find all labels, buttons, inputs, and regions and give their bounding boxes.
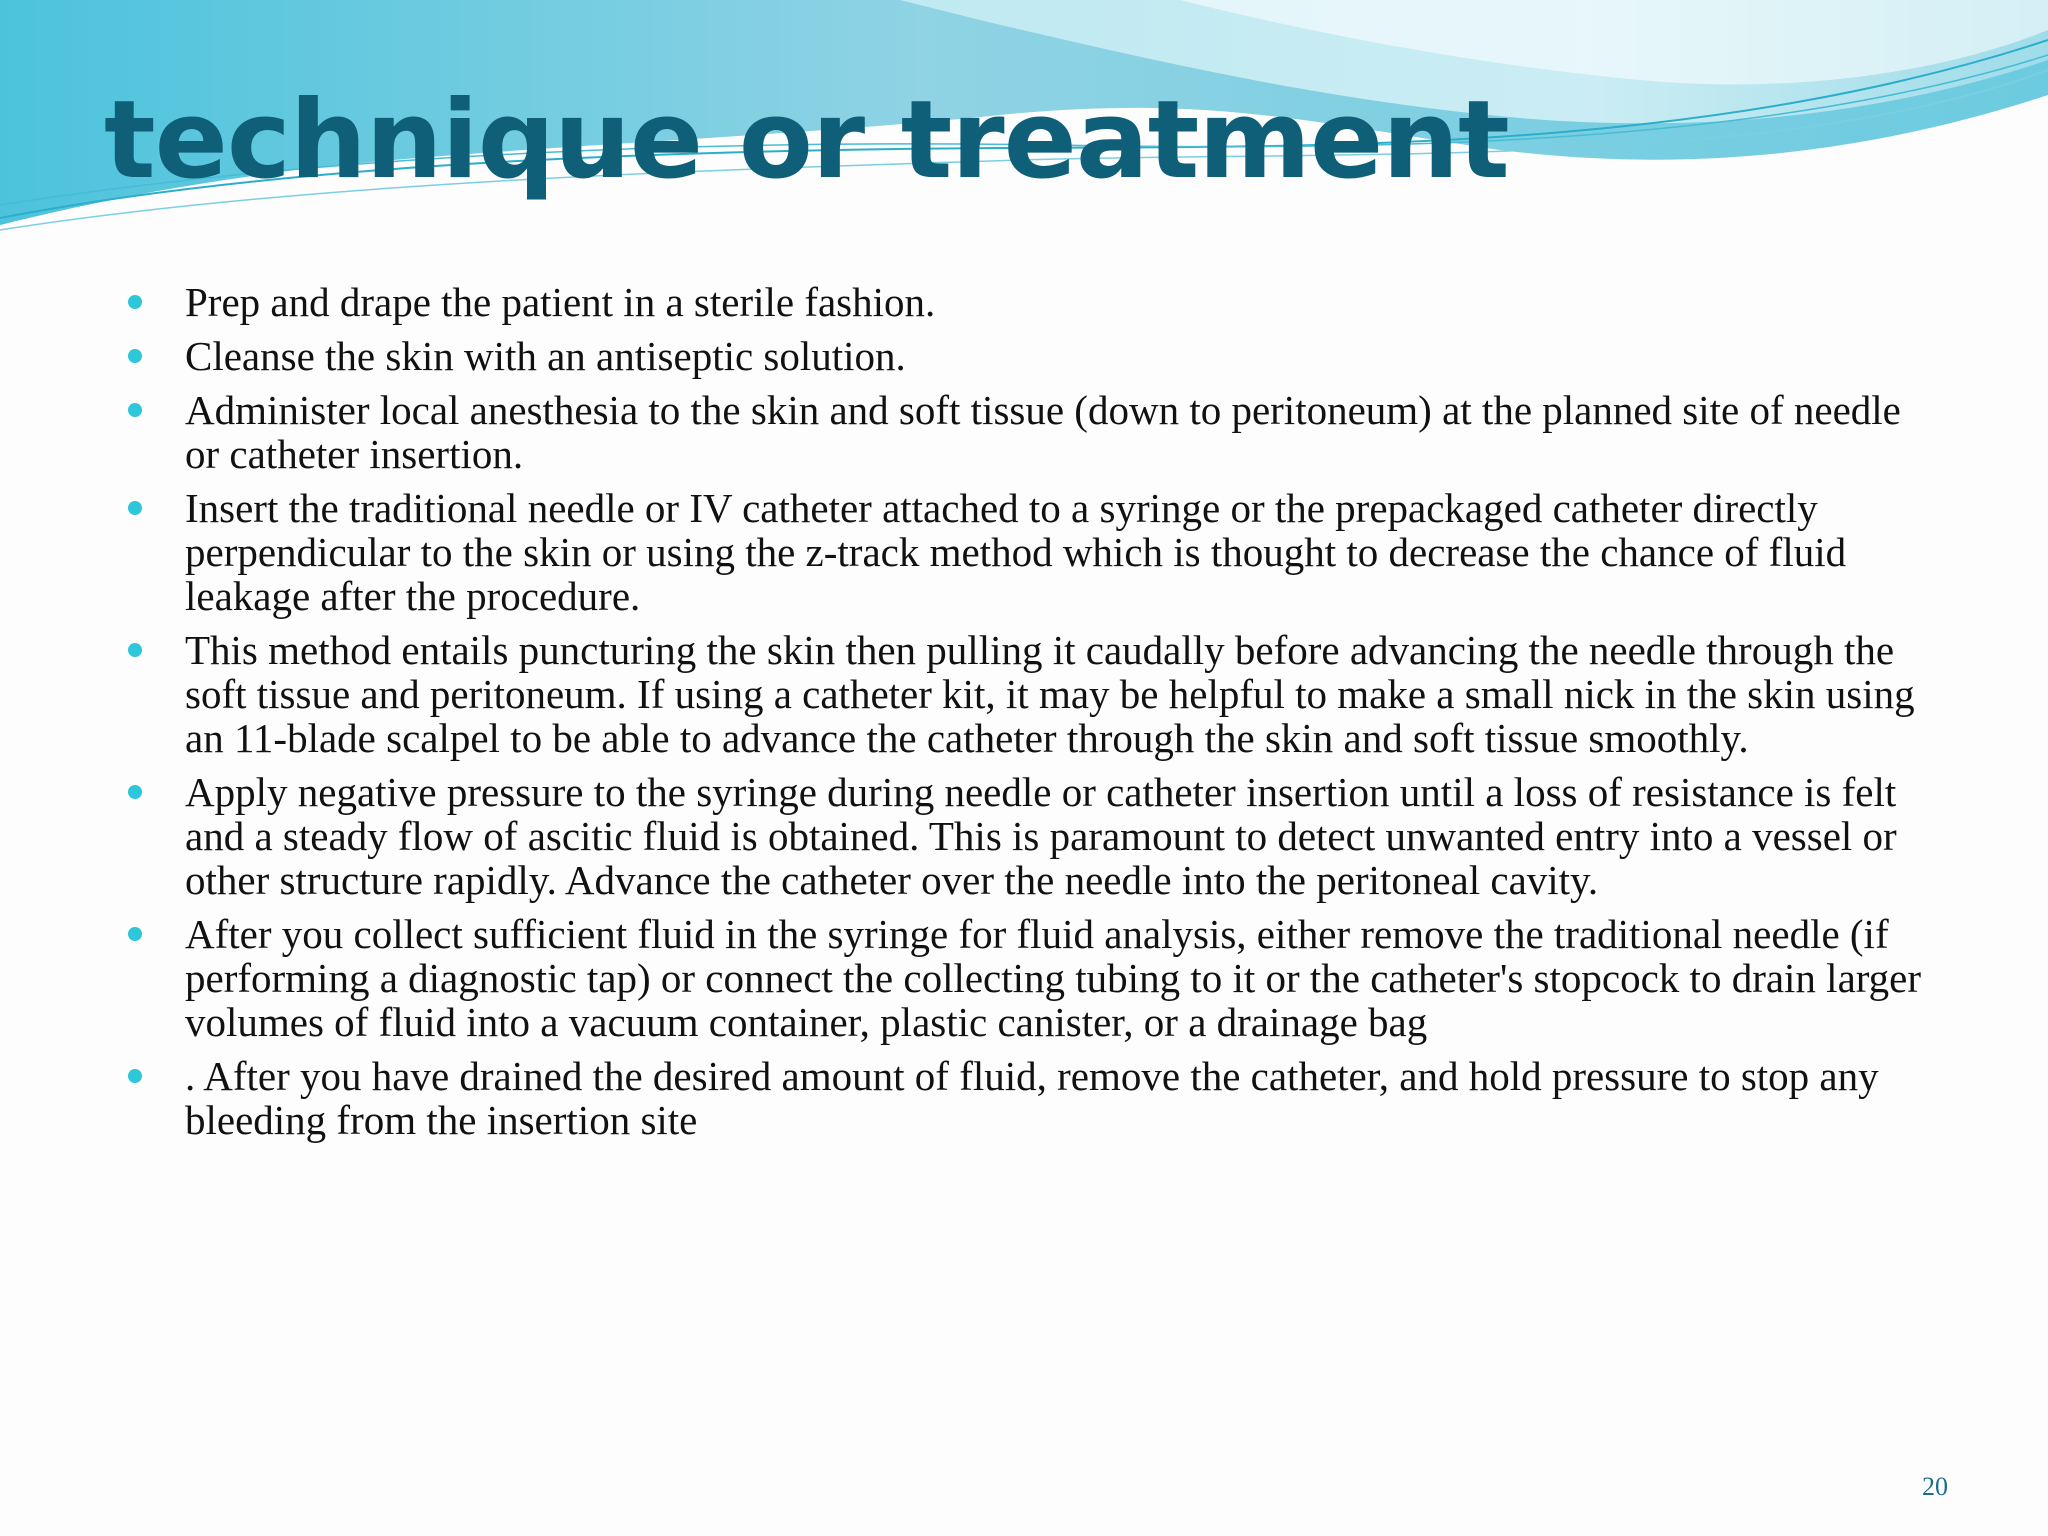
bullet-text-4: Insert the traditional needle or IV catheter attached to a syringe or the prepackaged catheter directly perpendicular to the skin or using the z-track method which is thought to decrease the chance of fluid leakage after the procedure. (185, 485, 1847, 619)
page-number: 20 (1922, 1472, 1948, 1501)
bullet-icon (128, 501, 142, 515)
bullet-item-1 (128, 280, 1928, 324)
bullet-item-3 (128, 388, 1928, 476)
bullet-item-5 (128, 628, 1928, 760)
bullet-text-7: After you collect sufficient fluid in the syringe for fluid analysis, either remove the traditional needle (if performing a diagnostic tap) or connect the collecting tubing to it or the catheter's stopcock to drain larger volumes of fluid into a vacuum container, plastic canister, or a drainage bag (185, 911, 1922, 1045)
bullet-icon (128, 349, 142, 363)
bullet-list (128, 280, 1928, 1152)
bullet-icon (128, 785, 142, 799)
bullet-icon (128, 403, 142, 417)
bullet-item-2 (128, 334, 1928, 378)
bullet-icon (128, 643, 142, 657)
bullet-text-3: Administer local anesthesia to the skin and soft tissue (down to peritoneum) at the planned site of needle or catheter insertion. (185, 387, 1901, 477)
bullet-icon (128, 927, 142, 941)
bullet-icon (128, 1069, 142, 1083)
bullet-text-1: Prep and drape the patient in a sterile fashion. (185, 279, 936, 325)
bullet-text-5: This method entails puncturing the skin then pulling it caudally before advancing the needle through the soft tissue and peritoneum. If using a catheter kit, it may be helpful to make a small nick in the skin using an 11-blade scalpel to be able to advance the catheter through the skin and soft tissue smoothly. (185, 627, 1915, 761)
slide-title: technique or treatment (104, 78, 1509, 203)
bullet-icon (128, 295, 142, 309)
bullet-item-8 (128, 1054, 1928, 1142)
bullet-item-6 (128, 770, 1928, 902)
bullet-text-2: Cleanse the skin with an antiseptic solution. (185, 333, 906, 379)
bullet-item-7 (128, 912, 1928, 1044)
bullet-text-8: . After you have drained the desired amount of fluid, remove the catheter, and hold pressure to stop any bleeding from the insertion site (185, 1053, 1879, 1143)
bullet-item-4 (128, 486, 1928, 618)
bullet-text-6: Apply negative pressure to the syringe during needle or catheter insertion until a loss of resistance is felt and a steady flow of ascitic fluid is obtained. This is paramount to detect unwanted entry into a vessel or other structure rapidly. Advance the catheter over the needle into the peritoneal cavity. (185, 769, 1897, 903)
